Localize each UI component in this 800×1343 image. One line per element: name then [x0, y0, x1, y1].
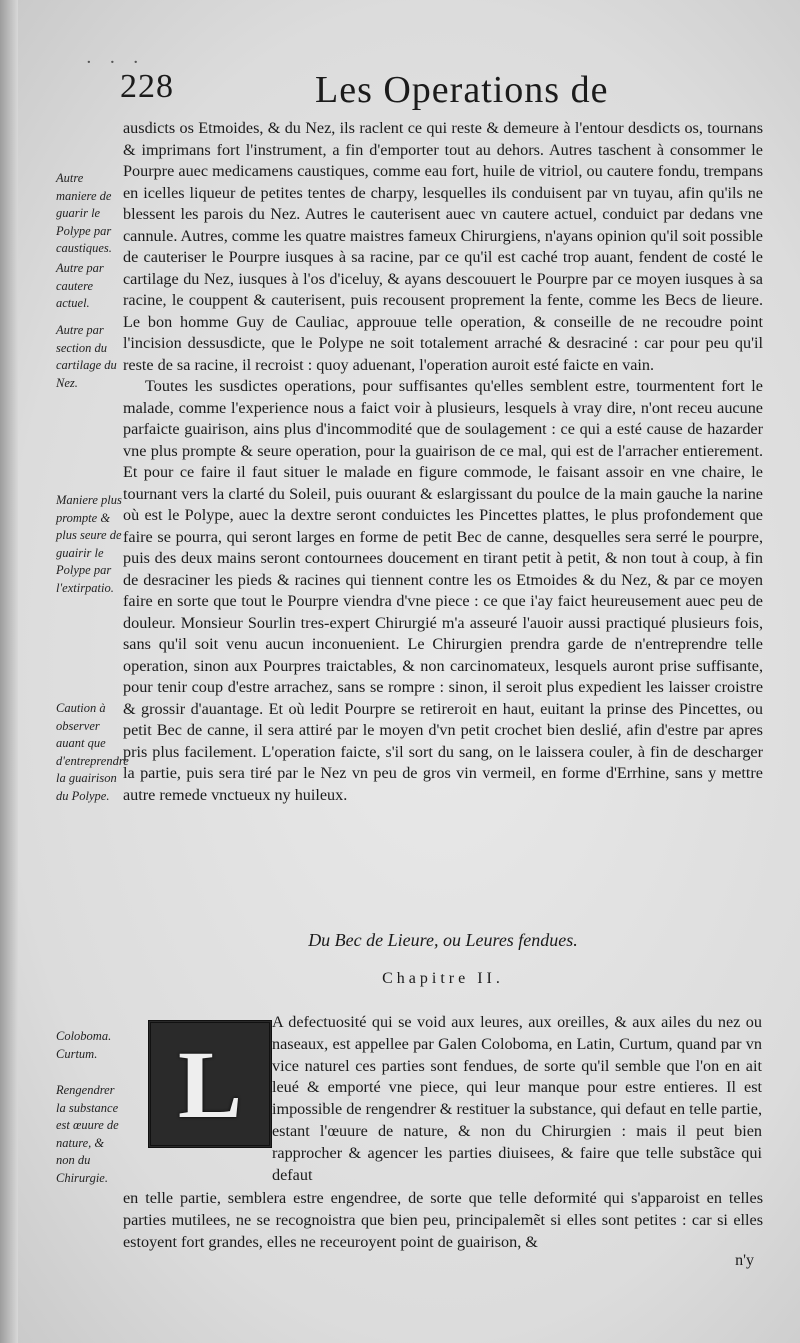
drop-cap-letter: L [177, 1030, 243, 1138]
paragraph-2: Toutes les susdictes operations, pour suffisantes qu'elles semblent estre, tourmentent fort le malade, comme l'experience nous a faict voir à plusieurs, lesquels à vray dire, n'ont receu aucune parfaicte guairison, ains plus d'incommodité que de soulagement : ce qui a esté cause de hazarder vne plus prompte & seure operation, pour la guairison de ce mal, qui est de l'arracher entierement. Et pour ce faire il faut situer le malade en figure commode, le faisant assoir en vne chaire, le tournant vers la clarté du Soleil, puis ouurant & eslargissant du poulce de la main gauche la narine où est le Polype, auec la dextre seront conduictes les Pincettes plattes, le plus profondement que faire se pourra, qui seront larges en forme de petit Bec de canne, desquelles sera serré le pourpre, puis des deux mains seront contournees doucement en tirant petit à petit, & non tout à coup, à fin de desraciner les pieds & racines qui tiennent contre les os Etmoides & du Nez, & par ce moyen faire en sorte que tout le Pourpre viendra d'vne piece : ce que i'ay faict heureusement auec peu de douleur. Monsieur Sourlin tres-expert Chirurgié m'a asseuré l'auoir aussi practiqué plusieurs fois, sans qu'il soit venu aucun inconuenient. Le Chirurgien prendra garde de n'entreprendre telle operation, sinon aux Pourpres traictables, & non carcinomateux, lesquels auront prise suffisante, pour tenir coup d'estre arrachez, sans se rompre : sinon, il seroit plus expedient les laisser croistre & grossir d'auantage. Et où ledit Pourpre se retireroit en haut, euitant la prinse des Pincettes, ou petit Bec de canne, il sera attiré par le moyen d'vn petit crochet bien deslié, afin d'estre par apres pris plus facilement. L'operation faicte, s'il sort du sang, on le laissera couler, à fin de descharger la partie, puis sera tiré par le Nez vn peu de gros vin vermeil, en forme d'Errhine, sans y mettre autre remede vnctueux ny huileux. [123, 377, 763, 804]
ornamental-initial [148, 1020, 272, 1148]
margin-note-caustiques: Autre maniere de guarir le Polype par caustiques. [56, 171, 112, 255]
margin-note-section: Autre par section du cartilage du Nez. [56, 323, 117, 390]
margin-note-caution: Caution à observer auant que d'entreprendre la guairison du Polype. [56, 701, 129, 803]
margin-note-cautere: Autre par cautere actuel. [56, 261, 104, 310]
chapter-text-continued: en telle partie, semblera estre engendree, de sorte que telle deformité qui s'apparoist en telles parties mutilees, ne se recognoistra que bien peu, principalemẽt si elles sont petites : car si elles estoyent fort grandes, elles ne receuroyent point de guairison, & [123, 1189, 763, 1251]
page-number: 228 [120, 68, 174, 105]
margin-note-coloboma: Coloboma. Curtum. [56, 1029, 112, 1061]
page-header [120, 68, 740, 118]
page-gutter-shadow [0, 0, 18, 1343]
margin-note-rengendrer: Rengendrer la substance est œuure de nature, & non du Chirurgie. [56, 1083, 119, 1185]
section-title: Du Bec de Lieure, ou Leures fendues. [308, 930, 578, 950]
chapter-title: Chapitre II. [382, 970, 504, 987]
running-head: Les Operations de [315, 69, 609, 111]
catchword: n'y [735, 1252, 754, 1269]
chapter-text-beside-initial: A defectuosité qui se void aux leures, aux oreilles, & aux ailes du nez ou naseaux, est appellee par Galen Coloboma, en Latin, Curtum, quand par vn vice naturel ces parties sont fendues, de sorte qu'il semble que l'on en ait leué & emporté vne piece, qui leur manque pour estre entieres. Il est impossible de rengendrer & restituer la substance, qui defaut en telle partie, estant l'œuure de nature, & non du Chirurgien : mais il peut bien rapprocher & agencer les parties diuisees, & faire que telle substãce qui defaut [272, 1013, 762, 1184]
decorative-dots: · · · [86, 52, 145, 73]
paragraph-1: ausdicts os Etmoides, & du Nez, ils raclent ce qui reste & demeure à l'entour desdicts os, tournans & imprimans fort l'instrument, a fin d'emporter tout au dehors. Autres taschent à consommer le Pourpre auec medicamens caustiques, comme eau fort, huile de vitriol, ou cautere fondu, trempans en icelles liqueur de petites tentes de charpy, lesquelles ils conduisent par vn tuyau, afin qu'ils ne blessent les parois du Nez. Autres le cauterisent auec vn cautere actuel, conduict par dedans vne cannule. Autres, comme les quatre maistres fameux Chirurgiens, n'ayans opinion qu'il soit possible de cauteriser le Pourpre iusques à sa racine, par ce qu'il est caché trop auant, fendent de costé le cartilage du Nez, iusques à l'os d'iceluy, & ayans descouuert le Pourpre par ce moyen iusques à sa racine, le couppent & cauterisent, puis recousent proprement la fente, comme les Becs de lieure. Le bon homme Guy de Cauliac, approuue telle operation, & conseille de ne recoudre point l'incision dessusdicte, que le Polype ne soit totalement arraché & desraciné : car pour peu qu'il reste de sa racine, il recroist : quoy aduenant, l'operation auroit esté faicte en vain. [123, 119, 763, 374]
main-text [123, 118, 763, 806]
margin-note-extirpation: Maniere plus prompte & plus seure de guairir le Polype par l'extirpatio. [56, 493, 122, 595]
